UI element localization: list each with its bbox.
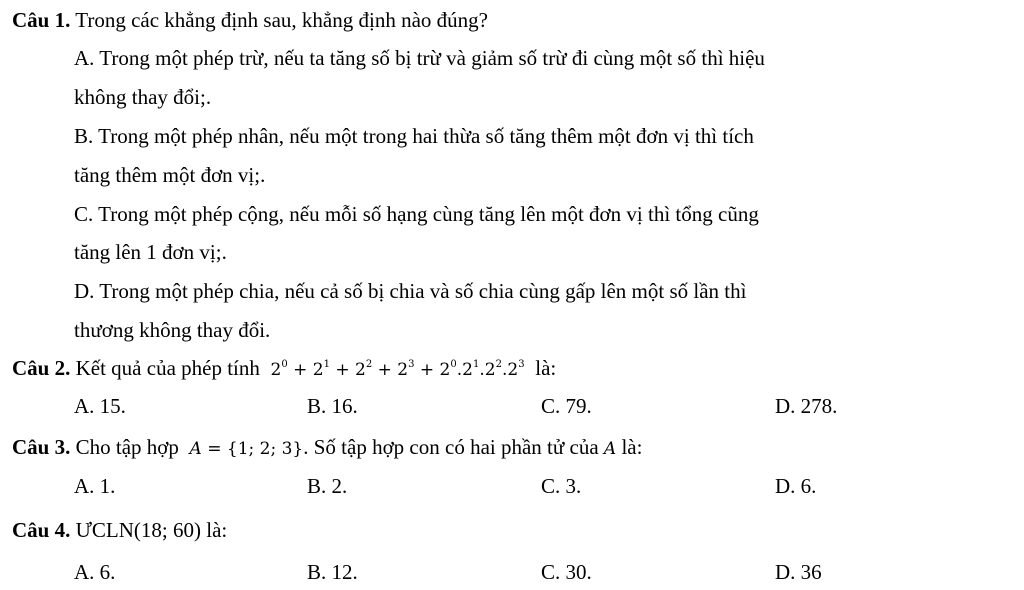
question-1-option-b-line-1: B. Trong một phép nhân, nếu một trong hai thừa số tăng thêm một đơn vị thì tích xyxy=(74,124,754,148)
question-3-option-c: C. 3. xyxy=(541,474,582,498)
question-2-expression: $2^0 + 2^1 + 2^2 + 2^3 + 2^0.2^1.2^2.2^3$ xyxy=(265,359,525,380)
question-4-stem-end: là: xyxy=(206,518,228,542)
question-4-option-a: A. 6. xyxy=(74,560,116,584)
question-1-stem: Trong các khẳng định sau, khẳng định nào đúng? xyxy=(75,8,488,32)
question-1-option-a-line-1: A. Trong một phép trừ, nếu ta tăng số bị trừ và giảm số trừ đi cùng một số thì hiệu xyxy=(74,46,765,70)
question-1-option-d-line-2: thương không thay đổi. xyxy=(74,318,271,342)
question-3-option-a: A. 1. xyxy=(74,474,116,498)
question-2-stem-end: là: xyxy=(535,356,557,380)
question-1-option-a-line-2: không thay đổi;. xyxy=(74,85,212,109)
question-3-set-name: A xyxy=(603,439,617,459)
question-2-option-d: D. 278. xyxy=(775,394,838,418)
question-1 xyxy=(12,8,488,32)
question-2-label: Câu 2. xyxy=(12,356,71,380)
question-1-option-c-line-2: tăng lên 1 đơn vị;. xyxy=(74,240,227,264)
question-2 xyxy=(12,356,556,382)
question-4 xyxy=(12,518,227,542)
question-3-stem: Cho tập hợp xyxy=(75,435,179,459)
question-4-label: Câu 4. xyxy=(12,518,71,542)
question-2-stem: Kết quả của phép tính xyxy=(75,356,260,380)
question-1-option-b-line-2: tăng thêm một đơn vị;. xyxy=(74,163,266,187)
question-3-set-expression: A = {1; 2; 3} xyxy=(189,439,304,459)
question-3 xyxy=(12,435,642,461)
question-4-stem: ƯCLN(18; 60) xyxy=(75,518,201,542)
question-2-option-c: C. 79. xyxy=(541,394,592,418)
question-1-option-d-line-1: D. Trong một phép chia, nếu cả số bị chia và số chia cùng gấp lên một số lần thì xyxy=(74,279,747,303)
question-3-label: Câu 3. xyxy=(12,435,71,459)
question-3-stem-end: là: xyxy=(621,435,643,459)
question-3-option-b: B. 2. xyxy=(307,474,348,498)
question-3-stem-middle: . Số tập hợp con có hai phần tử của xyxy=(303,435,599,459)
question-1-label: Câu 1. xyxy=(12,8,71,32)
question-1-option-c-line-1: C. Trong một phép cộng, nếu mỗi số hạng cùng tăng lên một đơn vị thì tổng cũng xyxy=(74,202,759,226)
question-4-option-d: D. 36 xyxy=(775,560,822,584)
question-3-option-d: D. 6. xyxy=(775,474,817,498)
question-2-option-a: A. 15. xyxy=(74,394,126,418)
question-2-option-b: B. 16. xyxy=(307,394,358,418)
question-4-option-c: C. 30. xyxy=(541,560,592,584)
question-4-option-b: B. 12. xyxy=(307,560,358,584)
